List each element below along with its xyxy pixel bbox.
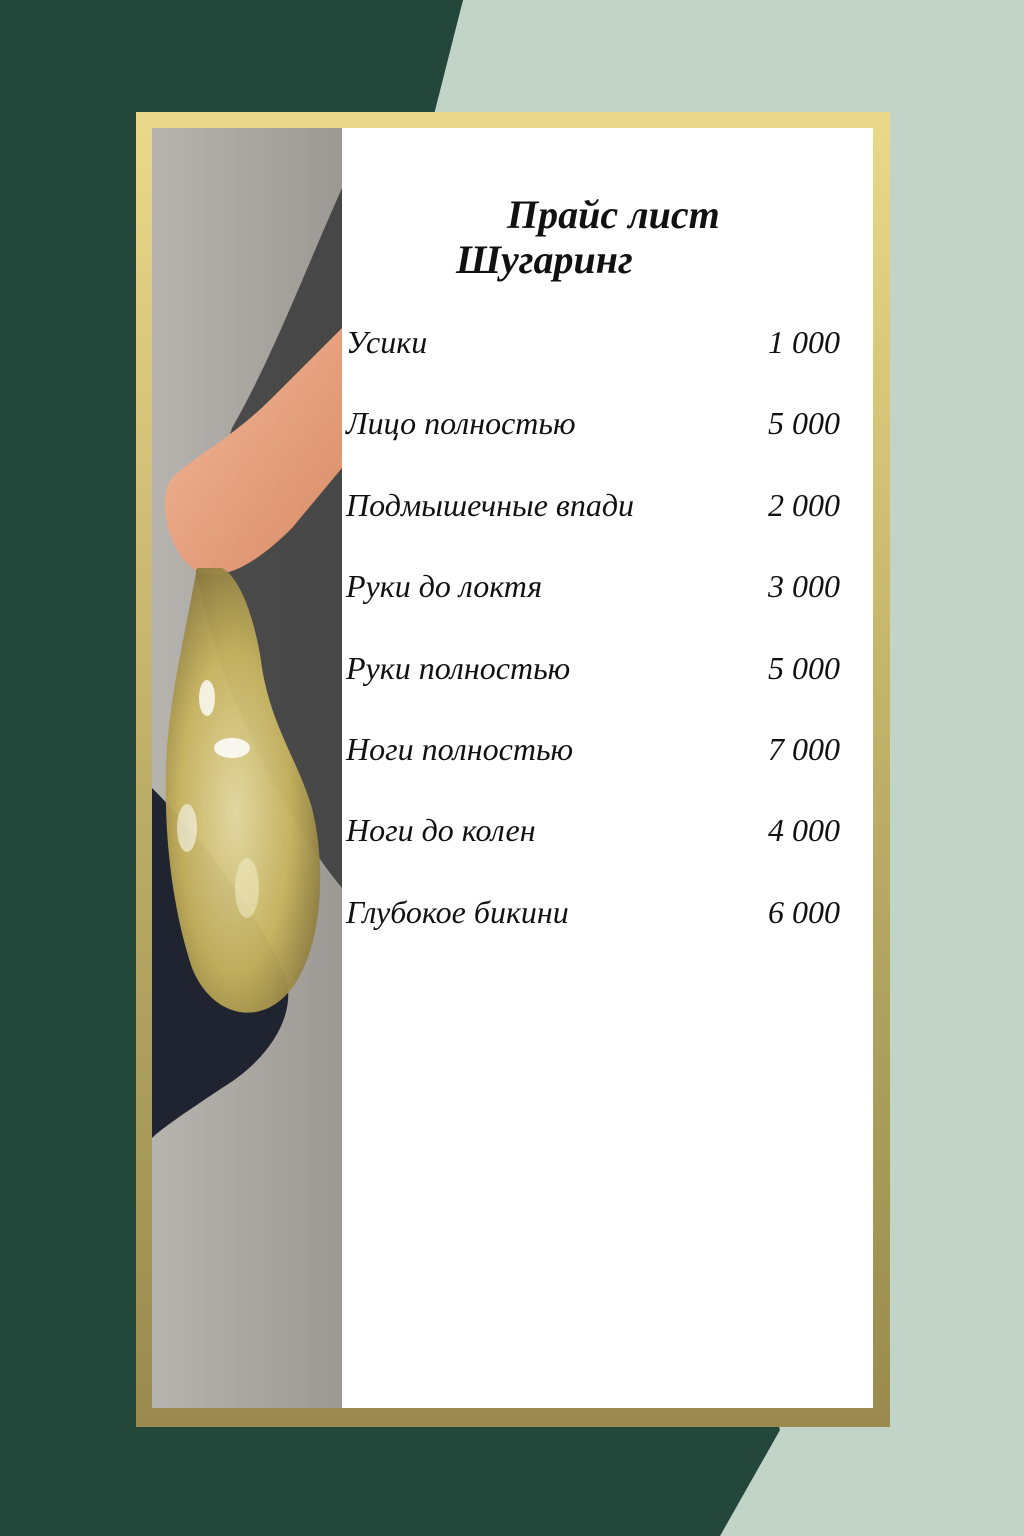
service-price: 4 000 [768,812,840,849]
sugaring-photo [152,128,342,1408]
price-row [346,810,846,891]
service-price: 5 000 [768,405,840,442]
price-row [346,648,846,729]
page-title: Прайс лист [507,192,720,237]
page-subtitle: Шугаринг [456,237,633,282]
price-row [346,892,846,973]
service-name: Ноги полностью [346,730,574,767]
service-price: 5 000 [768,649,840,686]
service-price: 3 000 [768,568,840,605]
service-price: 6 000 [768,893,840,930]
service-price: 1 000 [768,324,840,360]
service-price: 2 000 [768,486,840,523]
price-list [346,322,846,973]
price-row [346,322,846,403]
service-name: Лицо полностью [346,405,576,442]
service-name: Руки полностью [346,649,571,686]
service-name: Подмышечные впади [346,486,634,523]
service-name: Руки до локтя [346,568,543,605]
price-row [346,566,846,647]
service-name: Усики [346,324,428,360]
price-row [346,729,846,810]
service-name: Ноги до колен [346,812,536,849]
price-row [346,403,846,484]
service-price: 7 000 [768,730,840,767]
service-name: Глубокое бикини [346,893,569,930]
price-row [346,485,846,566]
